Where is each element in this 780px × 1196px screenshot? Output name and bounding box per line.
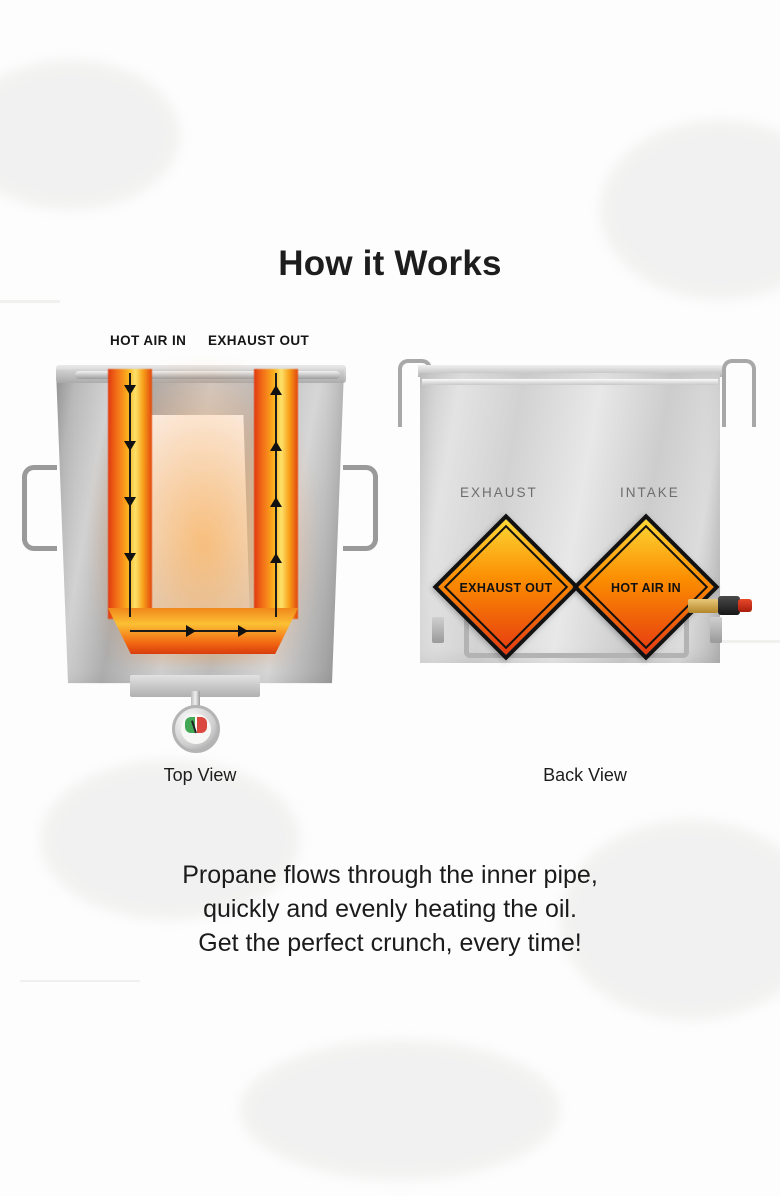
page-title: How it Works	[278, 244, 502, 283]
background-texture-streak	[0, 300, 60, 303]
sign-hot-air-in-label: HOT AIR IN	[611, 581, 681, 595]
fryer-handle-left	[22, 465, 57, 551]
arrow-up-icon	[270, 385, 282, 395]
fryer-handle-right	[343, 465, 378, 551]
gauge-face	[181, 714, 211, 744]
tagline-line-3: Get the perfect crunch, every time!	[198, 929, 582, 957]
flow-line-bottom	[130, 630, 276, 632]
arrow-right-icon	[186, 625, 196, 637]
background-texture-smudge	[0, 60, 180, 210]
fryer-arm-right	[722, 359, 756, 427]
gauge-red-zone	[197, 717, 207, 733]
tagline-line-1: Propane flows through the inner pipe,	[182, 861, 598, 889]
back-view-diagram	[392, 355, 762, 705]
flow-line-left	[129, 373, 131, 617]
caption-back-view: Back View	[543, 765, 627, 785]
temperature-gauge	[172, 705, 220, 753]
arrow-up-icon	[270, 497, 282, 507]
arrow-up-icon	[270, 441, 282, 451]
fryer-foot-left	[432, 617, 444, 643]
label-hot-air-in: HOT AIR IN	[110, 333, 187, 348]
background-texture-streak	[20, 980, 140, 982]
arrow-up-icon	[270, 553, 282, 563]
arrow-right-icon	[238, 625, 248, 637]
fryer-lip	[422, 379, 718, 385]
arrow-down-icon	[124, 385, 136, 395]
fryer-foot-right	[710, 617, 722, 643]
label-exhaust-out: EXHAUST OUT	[208, 333, 310, 348]
arrow-down-icon	[124, 553, 136, 563]
heat-pipe-illustration	[108, 369, 298, 654]
valve-body	[718, 596, 740, 615]
top-view-diagram	[20, 355, 380, 705]
port-label-intake: INTAKE	[620, 485, 680, 500]
valve-brass-fitting	[688, 599, 718, 613]
arrow-down-icon	[124, 441, 136, 451]
valve-knob	[738, 599, 752, 612]
arrow-down-icon	[124, 497, 136, 507]
caption-top-view: Top View	[163, 765, 237, 785]
sign-exhaust-out-label: EXHAUST OUT	[459, 581, 553, 595]
background-texture-smudge	[240, 1040, 560, 1180]
port-label-exhaust: EXHAUST	[460, 485, 538, 500]
flow-line-right	[275, 373, 277, 617]
propane-regulator-valve	[688, 593, 752, 619]
tagline-line-2: quickly and evenly heating the oil.	[203, 895, 577, 923]
